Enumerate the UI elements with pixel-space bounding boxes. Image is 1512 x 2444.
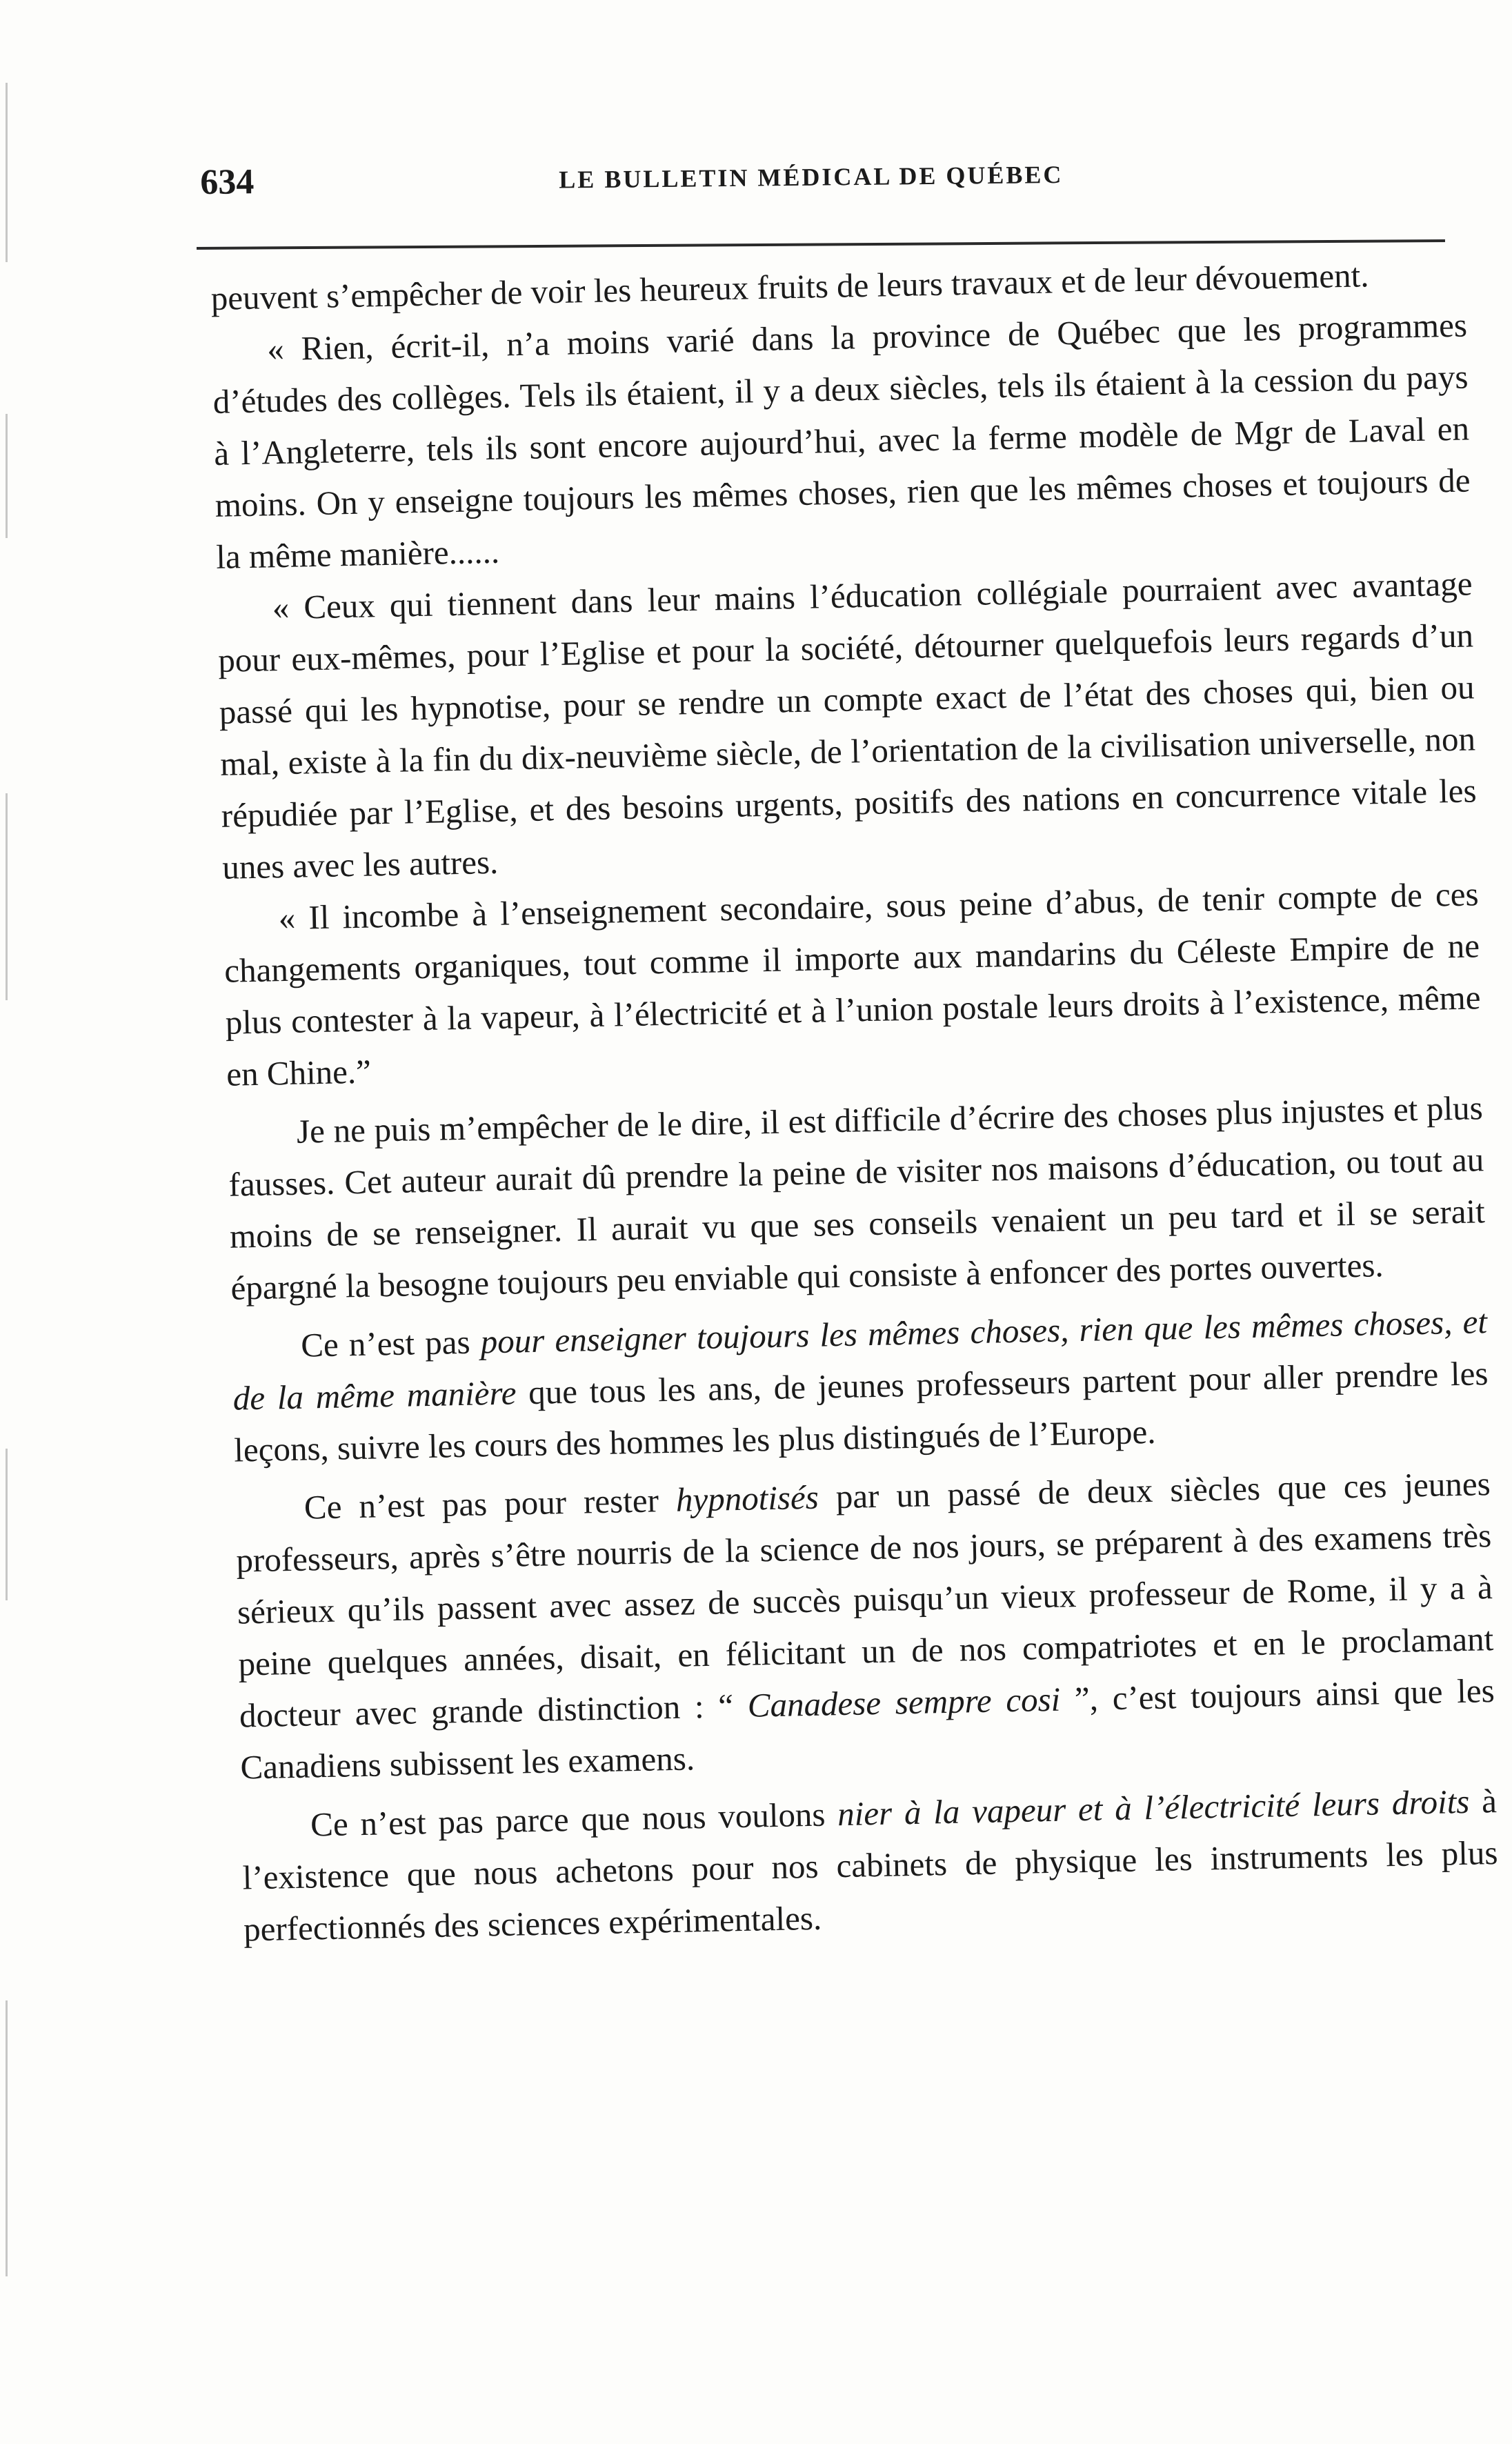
paragraph-7-text-a: Ce n’est pas pour rester (304, 1480, 677, 1527)
paragraph-3: « Ceux qui tiennent dans leur mains l’éducation collégiale pourraient avec avantage pour eux-mêmes, pour l’Eglise et pour la société, détourner quelquefois leurs regards d’un passé qui les hypnotise, pour se rendre un compte exact de l’état des choses qui, bien ou mal, existe à la fin du dix-neuvième siècle, de l’orientation de la civilisation universelle, non répudiée par l’Eglise, et des besoins urgents, positifs des nations en concurrence vitale les unes avec les autres. (217, 564, 1477, 886)
paragraph-6-italic: pour enseigner toujours les mêmes choses, rien que les mêmes choses, et de la même manière (232, 1302, 1488, 1418)
header-rule (197, 239, 1445, 250)
paragraph-8-italic: nier à la vapeur et à l’électricité leurs droits (837, 1782, 1470, 1834)
binding-mark (6, 83, 8, 262)
page-header (200, 149, 1456, 210)
paragraph-7-text-e: ”, c’est toujours ainsi que les Canadiens subissent les examens. (239, 1671, 1495, 1787)
paragraph-5: Je ne puis m’empêcher de le dire, il est difficile d’écrire des choses plus injustes et plus fausses. Cet auteur aurait dû prendre la peine de visiter nos maisons d’éducation, ou tout au moins de se renseigner. Il aurait vu que ses conseils venaient un peu tard et il se serait épargné la besogne toujours peu enviable qui consiste à enfoncer des portes ouvertes. (228, 1089, 1486, 1307)
binding-mark (6, 793, 8, 1000)
body-text (210, 247, 1500, 1955)
paragraph-7 (235, 1458, 1496, 1793)
paragraph-7-text-c: par un passé de deux siècles que ces jeunes professeurs, après s’être nourris de la science de nos jours, se préparent à des examens très sérieux qu’ils passent avec assez de succès puisqu’un vieux professeur de Rome, il y a à peine quelques années, disait, en félicitant un de nos compatriotes et en le proclamant docteur avec grande distinction : “ (235, 1464, 1494, 1735)
paragraph-7-italic-2: Canadese sempre cosi (747, 1680, 1061, 1725)
running-title: LE BULLETIN MÉDICAL DE QUÉBEC (559, 160, 1064, 194)
paragraph-8 (241, 1775, 1499, 1955)
paragraph-6 (232, 1295, 1490, 1476)
binding-mark (6, 1449, 8, 1600)
binding-mark (6, 414, 8, 538)
paragraph-8-text-a: Ce n’est pas parce que nous voulons (310, 1795, 838, 1844)
paragraph-2: « Rien, écrit-il, n’a moins varié dans la province de Québec que les programmes d’études des collèges. Tels ils étaient, il y a deux siècles, tels ils étaient à la cession du pays à l’Angleterre, tels ils sont encore aujourd’hui, avec la ferme modèle de Mgr de Laval en moins. On y enseigne toujours les mêmes choses, rien que les mêmes choses et toujours de la même manière...... (212, 306, 1471, 576)
paragraph-4: « Il incombe à l’enseignement secondaire, sous peine d’abus, de tenir compte de ces changements organiques, tout comme il importe aux mandarins du Céleste Empire de ne plus contester à la vapeur, à l’électricité et à l’union postale leurs droits à l’existence, même en Chine.” (223, 875, 1482, 1093)
paragraph-1: peuvent s’empêcher de voir les heureux fruits de leurs travaux et de leur dévouement. (210, 256, 1369, 317)
paragraph-8-text-c: à l’existence que nous achetons pour nos cabinets de physique les instruments les plus perfectionnés des sciences expérimentales. (242, 1782, 1498, 1949)
paragraph-6-text-a: Ce n’est pas (300, 1322, 481, 1364)
page-number: 634 (200, 162, 255, 202)
paragraph-6-text-c: que tous les ans, de jeunes professeurs partent pour aller prendre les leçons, suivre les cours des hommes les plus distingués de l’Europe. (233, 1354, 1489, 1469)
binding-mark (6, 2000, 8, 2276)
paragraph-7-italic-1: hypnotisés (675, 1478, 819, 1519)
